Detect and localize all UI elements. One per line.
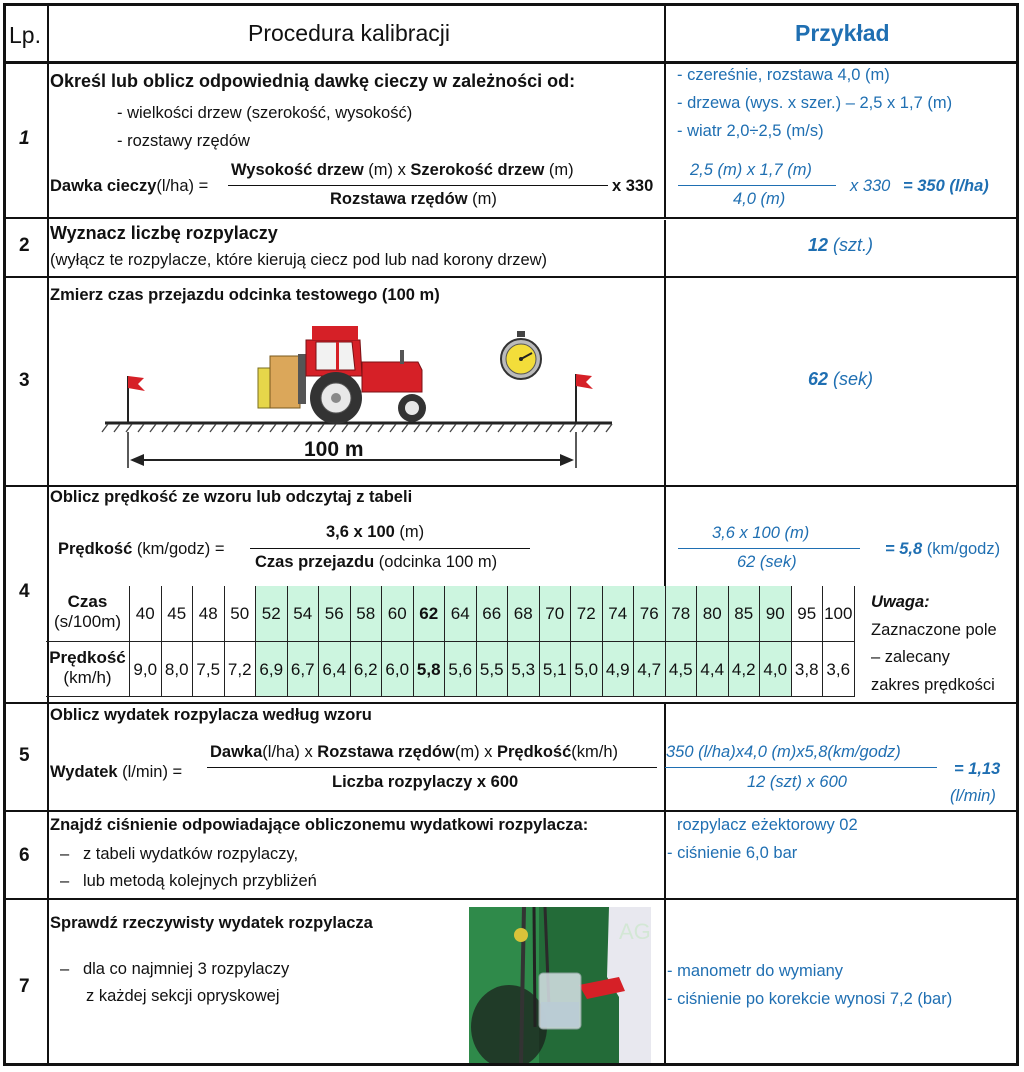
time-header: Czas (s/100m)	[46, 586, 130, 642]
speed-cell: 4,2	[729, 642, 761, 697]
speed-cell: 6,4	[319, 642, 351, 697]
speed-cell: 6,0	[382, 642, 414, 697]
time-cell: 54	[288, 586, 320, 642]
speed-cell: 3,6	[823, 642, 855, 697]
time-cell: 64	[445, 586, 477, 642]
row4-example-result: = 5,8 (km/godz)	[885, 540, 1001, 558]
header-procedure: Procedura kalibracji	[248, 20, 450, 46]
time-cell: 68	[508, 586, 540, 642]
dose-multiplier: x 330	[612, 177, 654, 195]
row7-example-1: - manometr do wymiany	[667, 962, 844, 980]
note-title: Uwaga:	[871, 593, 930, 611]
row5-example-denominator: 12 (szt) x 600	[747, 773, 847, 791]
row7-example-2: - ciśnienie po korekcie wynosi 7,2 (bar)	[667, 990, 953, 1008]
row1-example-result: = 350 (l/ha)	[903, 177, 989, 195]
row1-example-fraction-bar	[678, 185, 836, 186]
row5-title: Oblicz wydatek rozpylacza według wzoru	[50, 706, 372, 724]
dose-formula-numerator: Wysokość drzew (m) x Szerokość drzew (m)	[231, 161, 574, 179]
row-number-5: 5	[19, 745, 30, 766]
dose-formula-label: Dawka cieczy(l/ha) =	[50, 177, 209, 195]
row7-item2: z każdej sekcji opryskowej	[86, 987, 280, 1005]
time-cell: 50	[225, 586, 257, 642]
speed-formula-numerator: 3,6 x 100 (m)	[326, 523, 425, 541]
row7-item1: – dla co najmniej 3 rozpylaczy	[60, 960, 290, 978]
speed-cell: 5,0	[571, 642, 603, 697]
row6-item2: – lub metodą kolejnych przybliżeń	[60, 872, 317, 890]
row1-example-1: - czereśnie, rozstawa 4,0 (m)	[677, 66, 890, 84]
row1-example-3: - wiatr 2,0÷2,5 (m/s)	[677, 122, 824, 140]
row1-item2: - rozstawy rzędów	[117, 132, 250, 150]
row6-item1: – z tabeli wydatków rozpylaczy,	[60, 845, 299, 863]
speed-cell: 4,4	[697, 642, 729, 697]
time-cell: 48	[193, 586, 225, 642]
row1-example-numerator: 2,5 (m) x 1,7 (m)	[690, 161, 812, 179]
time-cell: 62	[414, 586, 446, 642]
speed-cell: 6,7	[288, 642, 320, 697]
row5-example-result-unit: (l/min)	[950, 787, 996, 805]
row2-subtitle: (wyłącz te rozpylacze, które kierują ciecz pod lub nad korony drzew)	[50, 251, 548, 269]
speed-cell: 4,5	[666, 642, 698, 697]
note-line-2: – zalecany	[871, 648, 950, 666]
header-example: Przykład	[795, 20, 890, 46]
row3-example: 62 (sek)	[808, 369, 874, 389]
row5-example-result: = 1,13	[954, 760, 1001, 778]
time-cell: 60	[382, 586, 414, 642]
dose-formula-denominator: Rozstawa rzędów (m)	[330, 190, 497, 208]
time-cell: 52	[256, 586, 288, 642]
speed-cell: 9,0	[130, 642, 162, 697]
speed-fraction-bar	[250, 548, 530, 549]
speed-cell: 3,8	[792, 642, 824, 697]
speed-cell: 7,2	[225, 642, 257, 697]
row-number-7: 7	[19, 976, 30, 997]
row5-example-numerator: 350 (l/ha)x4,0 (m)x5,8(km/godz)	[666, 743, 901, 761]
output-formula-label: Wydatek (l/min) =	[50, 763, 183, 781]
time-cell: 90	[760, 586, 792, 642]
time-cell: 74	[603, 586, 635, 642]
row6-example-1: rozpylacz eżektorowy 02	[677, 816, 858, 834]
row4-example-fraction-bar	[678, 548, 860, 549]
speed-cell: 4,7	[634, 642, 666, 697]
time-cell: 100	[823, 586, 855, 642]
header-lp: Lp.	[9, 22, 41, 48]
row2-example: 12 (szt.)	[808, 235, 874, 255]
output-formula-denominator: Liczba rozpylaczy x 600	[332, 773, 519, 791]
speed-formula-label: Prędkość (km/godz) =	[58, 540, 225, 558]
speed-table	[46, 586, 864, 699]
time-cell: 72	[571, 586, 603, 642]
time-cell: 70	[540, 586, 572, 642]
speed-cell: 4,0	[760, 642, 792, 697]
time-cell: 95	[792, 586, 824, 642]
speed-cell: 5,8	[414, 642, 446, 697]
speed-formula-denominator: Czas przejazdu (odcinka 100 m)	[255, 553, 498, 571]
row5-example-fraction-bar	[665, 767, 937, 768]
time-cell: 45	[162, 586, 194, 642]
speed-cell: 6,9	[256, 642, 288, 697]
row-number-6: 6	[19, 845, 30, 866]
time-cell: 78	[666, 586, 698, 642]
speed-cell: 7,5	[193, 642, 225, 697]
speed-cell: 6,2	[351, 642, 383, 697]
row1-example-multiplier: x 330	[850, 177, 891, 195]
dose-fraction-bar	[228, 185, 608, 186]
distance-label: 100 m	[304, 438, 364, 461]
row4-example-numerator: 3,6 x 100 (m)	[712, 524, 810, 542]
time-cell: 85	[729, 586, 761, 642]
row2-title: Wyznacz liczbę rozpylaczy	[50, 223, 278, 243]
row1-example-denominator: 4,0 (m)	[733, 190, 786, 208]
time-cell: 76	[634, 586, 666, 642]
note-line-1: Zaznaczone pole	[871, 621, 997, 639]
time-cell: 58	[351, 586, 383, 642]
speed-cell: 5,1	[540, 642, 572, 697]
speed-cell: 5,5	[477, 642, 509, 697]
note-line-3: zakres prędkości	[871, 676, 995, 694]
row4-title: Oblicz prędkość ze wzoru lub odczytaj z tabeli	[50, 488, 413, 506]
row7-title: Sprawdź rzeczywisty wydatek rozpylacza	[50, 914, 373, 932]
row-number-1: 1	[19, 128, 30, 149]
time-cell: 56	[319, 586, 351, 642]
row3-title: Zmierz czas przejazdu odcinka testowego (100 m)	[50, 286, 440, 304]
row6-title: Znajdź ciśnienie odpowiadające obliczonemu wydatkowi rozpylacza:	[50, 816, 589, 834]
nozzle-measurement-photo	[469, 907, 651, 1063]
output-formula-numerator: Dawka(l/ha) x Rozstawa rzędów(m) x Prędkość(km/h)	[210, 743, 619, 761]
speed-header: Prędkość (km/h)	[46, 642, 130, 697]
row-number-4: 4	[19, 581, 30, 602]
row6-example-2: - ciśnienie 6,0 bar	[667, 844, 798, 862]
svg-text:AG: AG	[619, 919, 651, 944]
speed-cell: 8,0	[162, 642, 194, 697]
row4-example-denominator: 62 (sek)	[737, 553, 797, 571]
row-number-3: 3	[19, 370, 30, 391]
time-cell: 40	[130, 586, 162, 642]
speed-cell: 4,9	[603, 642, 635, 697]
time-cell: 66	[477, 586, 509, 642]
output-fraction-bar	[207, 767, 657, 768]
row1-title: Określ lub oblicz odpowiednią dawkę cieczy w zależności od:	[50, 71, 576, 91]
row1-example-2: - drzewa (wys. x szer.) – 2,5 x 1,7 (m)	[677, 94, 953, 112]
row-number-2: 2	[19, 235, 30, 256]
speed-cell: 5,6	[445, 642, 477, 697]
row1-item1: - wielkości drzew (szerokość, wysokość)	[117, 104, 413, 122]
speed-cell: 5,3	[508, 642, 540, 697]
time-cell: 80	[697, 586, 729, 642]
